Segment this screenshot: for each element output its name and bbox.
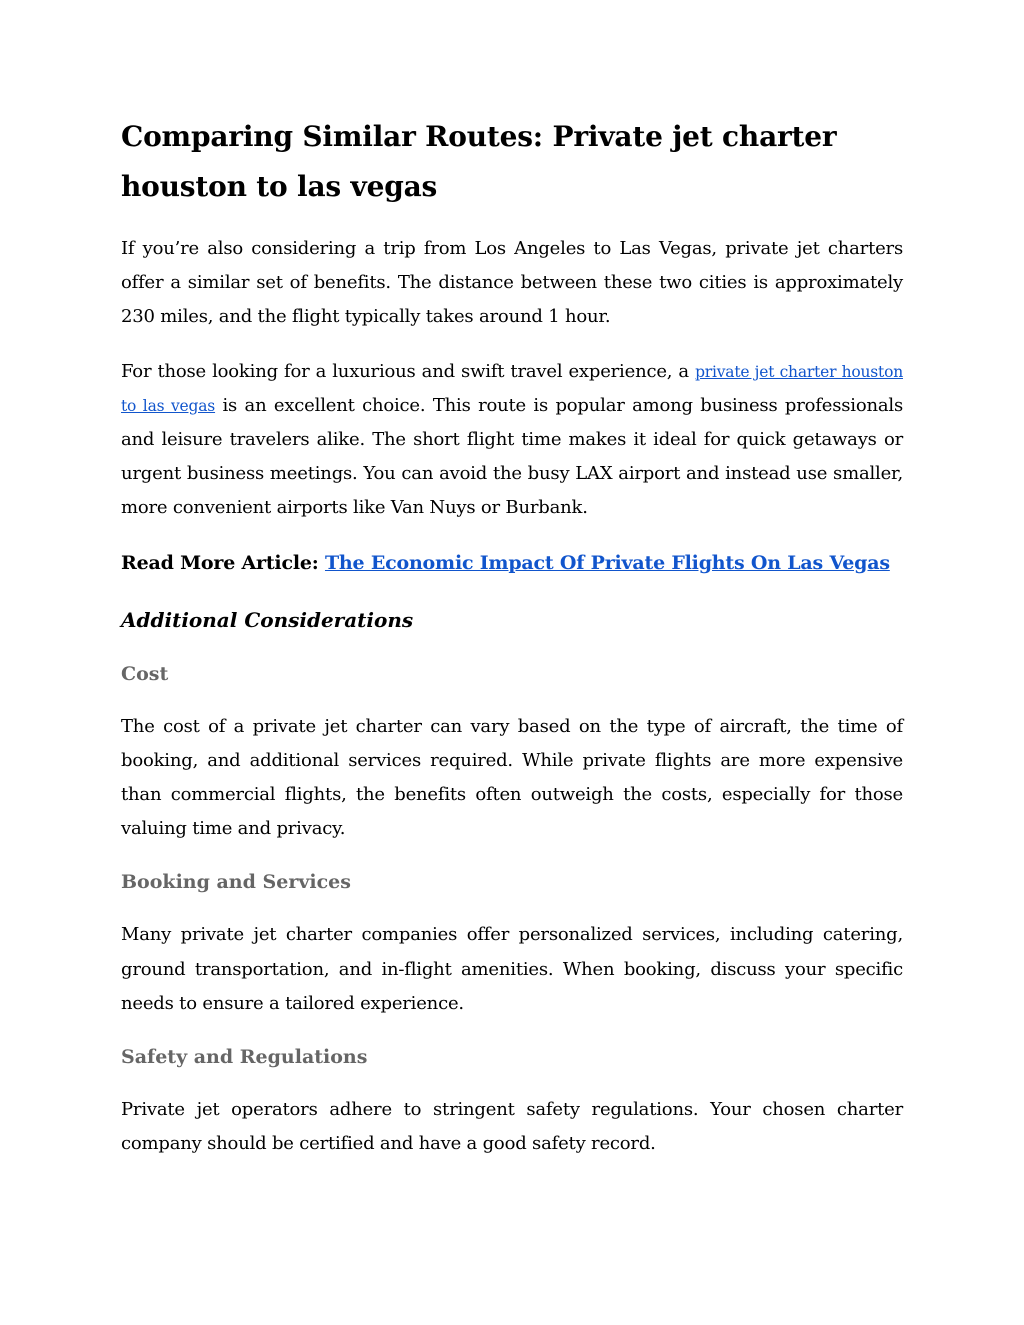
document-page xyxy=(121,112,903,1181)
booking-heading: Booking and Services xyxy=(121,871,351,894)
page-title: Comparing Similar Routes: Private jet charter houston to las vegas xyxy=(121,120,837,203)
cost-paragraph: The cost of a private jet charter can vary based on the type of aircraft, the time of booking, and additional services required. While private flights are more expensive than commercial flights, the benefits often outweigh the costs, especially for those valuing time and privacy. xyxy=(121,715,903,840)
section-heading: Additional Considerations xyxy=(121,607,414,632)
route-paragraph xyxy=(121,355,903,526)
route-paragraph-lead: For those looking for a luxurious and swift travel experience, a xyxy=(121,360,696,382)
route-paragraph-rest: is an excellent choice. This route is popular among business professionals and leisure travelers alike. The short flight time makes it ideal for quick getaways or urgent business meetings. You can avoid the busy LAX airport and instead use smaller, more convenient airports like Van Nuys or Burbank. xyxy=(121,394,903,519)
cost-heading: Cost xyxy=(121,662,169,685)
read-more-link[interactable]: The Economic Impact Of Private Flights On Las Vegas xyxy=(324,551,890,574)
safety-heading: Safety and Regulations xyxy=(121,1046,368,1069)
read-more-line xyxy=(121,546,903,580)
safety-paragraph: Private jet operators adhere to stringent safety regulations. Your chosen charter company should be certified and have a good safety record. xyxy=(121,1099,903,1155)
intro-paragraph: If you’re also considering a trip from Los Angeles to Las Vegas, private jet charters offer a similar set of benefits. The distance between these two cities is approximately 230 miles, and the flight typically takes around 1 hour. xyxy=(121,238,903,328)
route-charter-link[interactable]: private jet charter houston to las vegas xyxy=(121,362,903,415)
read-more-label: Read More Article: xyxy=(121,551,319,574)
booking-paragraph: Many private jet charter companies offer personalized services, including catering, ground transportation, and in-flight amenities. When booking, discuss your specific needs to ensure a tailored experience. xyxy=(121,924,903,1014)
